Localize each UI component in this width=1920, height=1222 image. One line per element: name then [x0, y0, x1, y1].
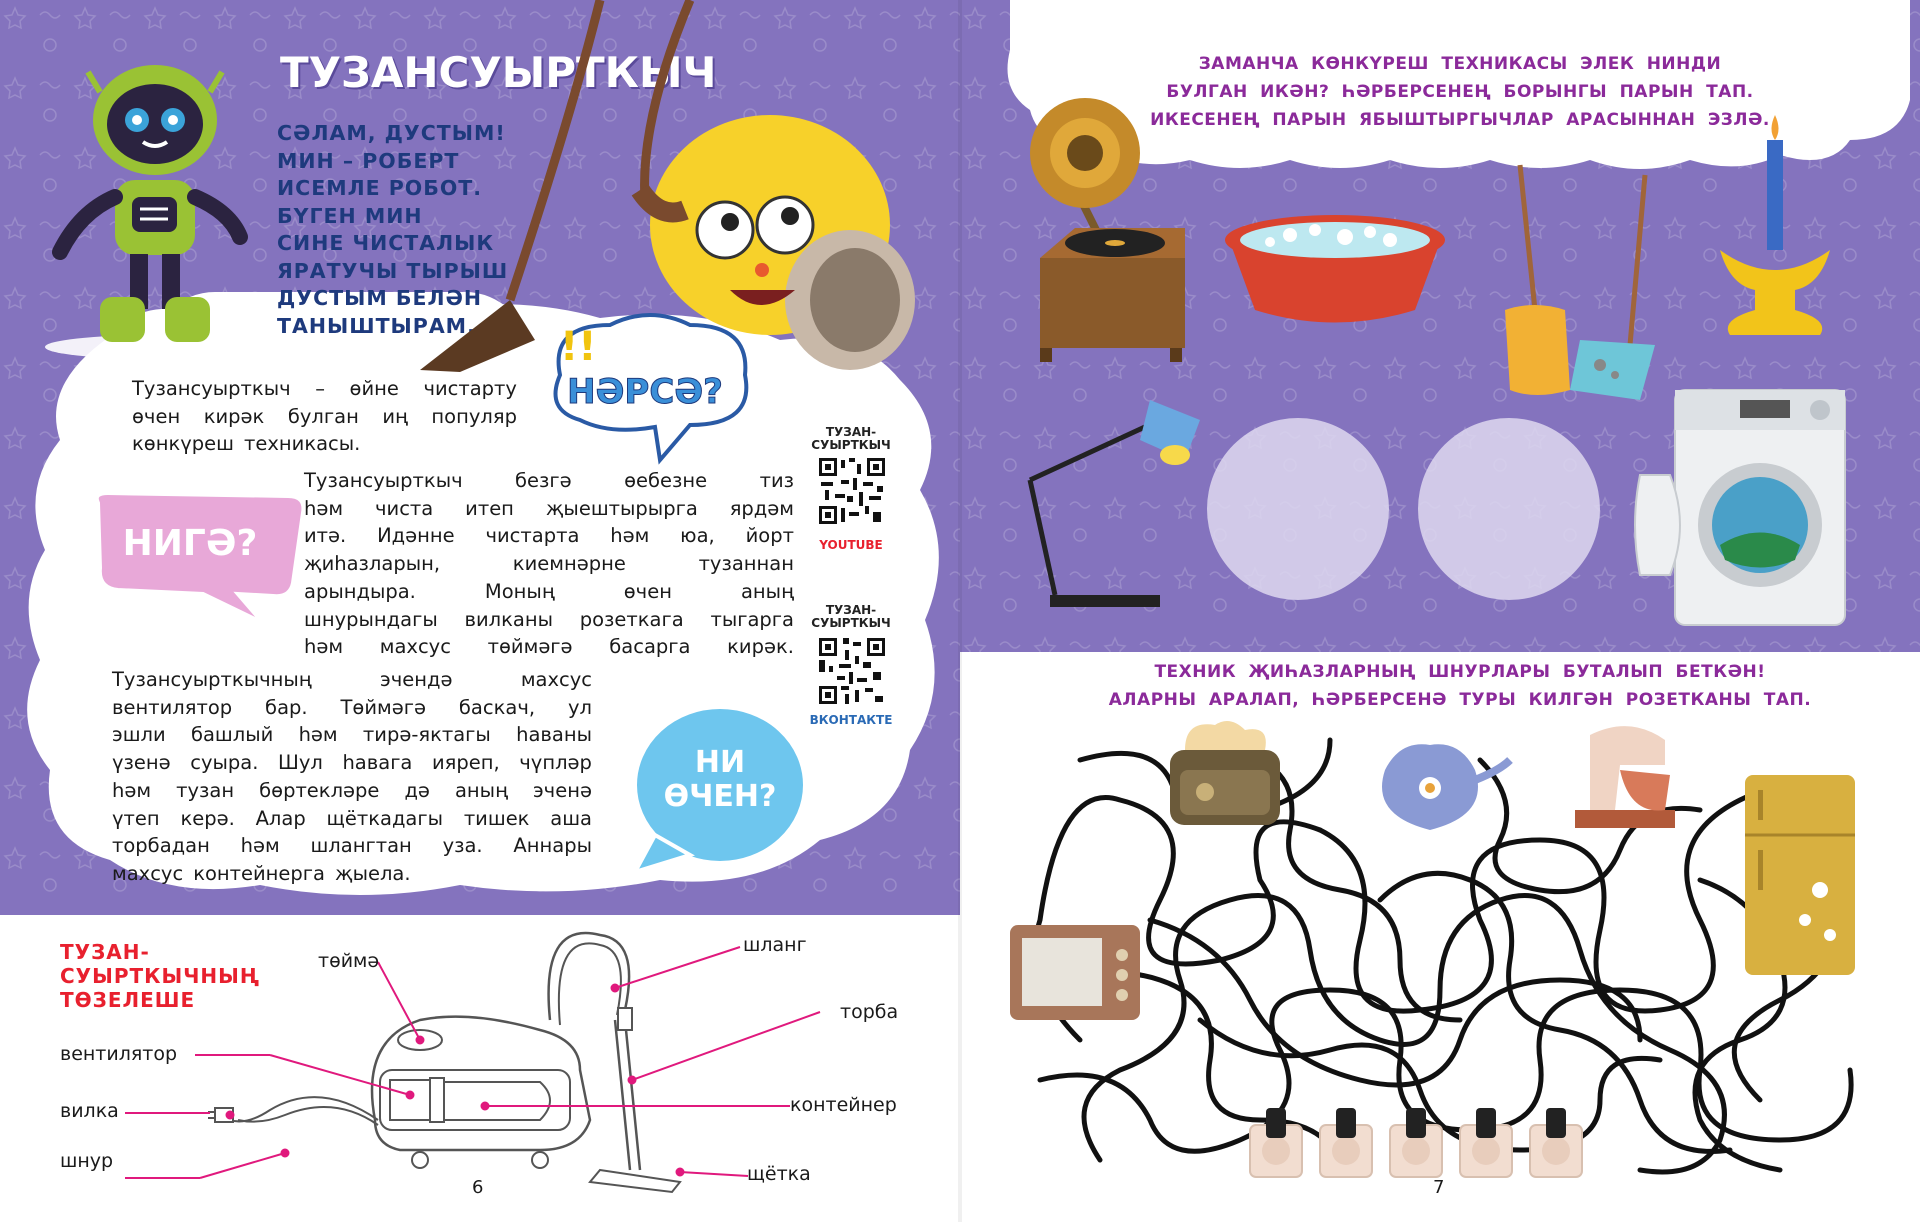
text-line: өчен кирәк булган иң популяр [132, 404, 517, 428]
instruction-maze [1100, 658, 1820, 714]
label-tube: торба [840, 1001, 899, 1023]
text-line: итә. Идәнне чистарта һәм юа, йорт [304, 524, 794, 548]
qr-label-line: ТУЗАН- [825, 425, 877, 439]
instruction-line: ТЕХНИК ҖИҺАЗЛАРНЫҢ ШНУРЛАРЫ БУТАЛЫП БЕТКӘН! [1154, 662, 1766, 682]
instruction-matching [1130, 50, 1790, 134]
text-line: Тузансуырткычның эчендә махсус [112, 668, 592, 691]
sticker-slot[interactable] [1207, 418, 1389, 600]
refrigerator-picture [1745, 775, 1855, 975]
text-line: көнкүреш техникасы. [132, 432, 361, 456]
kettle-picture [1382, 744, 1510, 830]
qr-label-line: СУЫРТКЫЧ [811, 438, 891, 452]
text-line: үтеп керә. Алар щёткадагы тишек аша [112, 806, 592, 830]
page-title: ТУЗАНСУЫРТКЫЧ [280, 48, 717, 97]
instruction-line: ИКЕСЕНЕҢ ПАРЫН ЯБЫШТЫРГЫЧЛАР АРАСЫННАН ЭЗЛӘ. [1150, 110, 1770, 130]
toaster-picture [1170, 721, 1280, 825]
text-line: махсус контейнерга җыела. [112, 861, 411, 885]
label-cord: шнур [60, 1150, 114, 1172]
broom-dustpan-picture [1490, 160, 1670, 410]
instruction-line: ЗАМАНЧА КӨНКҮРЕШ ТЕХНИКАСЫ ЭЛЕК НИНДИ [1198, 54, 1722, 74]
robot-illustration [40, 62, 270, 362]
qr-label-line: СУЫРТКЫЧ [811, 616, 891, 630]
text-line: һәм чиста итеп җыештырырга ярдәм [304, 496, 794, 520]
instruction-line: АЛАРНЫ АРАЛАП, ҺӘРБЕРСЕНӘ ТУРЫ КИЛГӘН РОЗЕТКАНЫ ТАП. [1108, 690, 1812, 710]
diagram-title-line: ТӨЗЕЛЕШЕ [60, 988, 196, 1012]
paragraph-how-it-works [112, 666, 592, 888]
text-line: Тузансуырткыч безгә өебезне тиз [304, 469, 794, 492]
greeting-line: ЯРАТУЧЫ ТЫРЫШ [277, 258, 509, 283]
washtub-picture [1220, 210, 1450, 330]
svg-text:!!: !! [560, 324, 597, 370]
text-line: эшли башлый һәм тирә-яктагы һаваны [112, 723, 592, 747]
greeting-line: ТАНЫШТЫРАМ. [277, 313, 476, 338]
bubble-what-text: НӘРСӘ? [567, 372, 723, 412]
greeting-line: СИНЕ ЧИСТАЛЫК [277, 231, 495, 255]
desk-lamp-picture [1010, 380, 1220, 620]
qr-code-youtube[interactable] [817, 456, 887, 526]
greeting-line: ИСЕМЛЕ РОБОТ. [277, 176, 483, 200]
label-fan: вентилятор [60, 1043, 178, 1065]
text-line: вентилятор бар. Төймәгә баскач, ул [112, 695, 592, 719]
qr-vk-service: ВКОНТАКТЕ [809, 713, 893, 727]
qr-vk-label [806, 604, 896, 630]
microwave-picture [1010, 925, 1140, 1020]
sticker-slot[interactable] [1418, 418, 1600, 600]
power-sockets [1250, 1108, 1582, 1177]
greeting-line: БҮГЕН МИН [277, 203, 423, 228]
paragraph-definition [132, 375, 517, 458]
text-line: шнурындагы вилканы розеткага тыгарга [304, 607, 794, 631]
page-number-left: 6 [472, 1177, 484, 1198]
greeting-line: МИН – РОБЕРТ [277, 148, 460, 173]
label-container: контейнер [790, 1094, 897, 1116]
tangled-cords-maze[interactable] [1000, 720, 1900, 1190]
greeting-line: ДУСТЫМ БЕЛӘН [277, 286, 483, 310]
text-line: үзенә суыра. Шул һавага ияреп, чүпләр [112, 751, 592, 775]
washing-machine-picture [1630, 385, 1850, 630]
qr-code-vkontakte[interactable] [817, 636, 887, 706]
greeting-line: СӘЛАМ, ДУСТЫМ! [277, 121, 506, 145]
label-hose: шланг [743, 934, 807, 956]
qr-youtube-service: YOUTUBE [819, 538, 883, 552]
text-line: торбадан һәм шлангтан уза. Аннары [112, 834, 592, 858]
diagram-title-line: СУЫРТКЫЧНЫҢ [60, 964, 260, 988]
text-line: һәм тузан бөртекләре дә аның эченә [112, 778, 592, 802]
bubble-line: НИ [694, 745, 746, 780]
label-brush: щётка [747, 1163, 811, 1185]
bubble-why-text: НИГӘ? [122, 523, 258, 564]
label-button: төймә [318, 950, 380, 972]
qr-label-line: ТУЗАН- [825, 603, 877, 617]
label-plug: вилка [60, 1100, 119, 1122]
text-line: Тузансуырткыч – өйне чистарту [132, 377, 517, 400]
text-line: җиһазларын, киемнәрне тузаннан [304, 552, 794, 576]
instruction-line: БУЛГАН ИКӘН? ҺӘРБЕРСЕНЕҢ БОРЫНГЫ ПАРЫН ТАП. [1166, 82, 1754, 102]
bubble-what-for-text [640, 746, 800, 814]
qr-youtube-label [806, 426, 896, 452]
text-line: арындыра. Моның өчен аның [304, 579, 794, 603]
text-line: һәм махсус төймәгә басарга кирәк. [304, 635, 794, 659]
diagram-title-line: ТУЗАН- [60, 940, 150, 964]
stand-mixer-picture [1575, 726, 1675, 828]
book-spine [958, 0, 962, 1222]
gramophone-picture [1020, 88, 1190, 368]
bubble-line: ӨЧЕН? [663, 779, 777, 814]
candle-picture [1710, 110, 1840, 340]
page-number-right: 7 [1433, 1177, 1445, 1198]
paragraph-purpose [304, 467, 794, 661]
